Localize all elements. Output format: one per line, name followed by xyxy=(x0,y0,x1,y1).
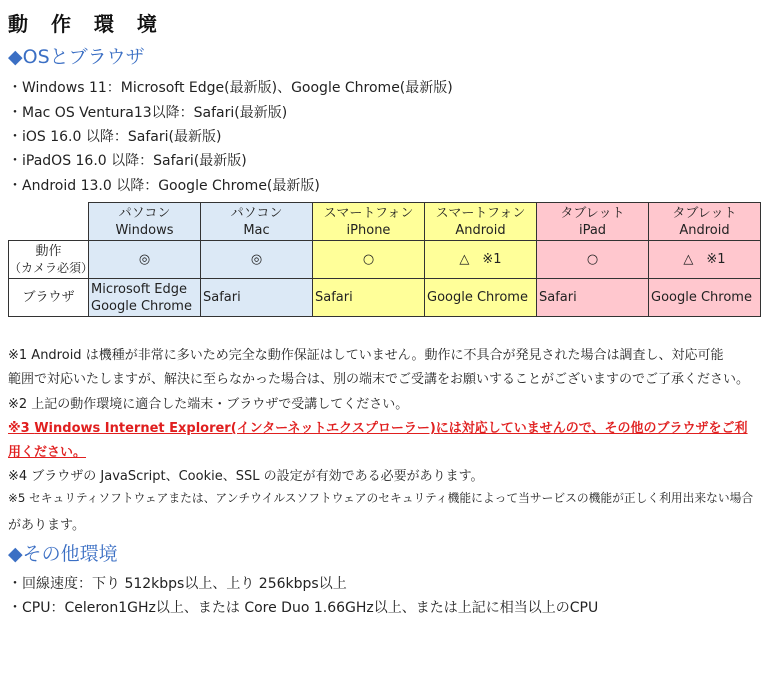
table-corner-cell xyxy=(9,203,89,241)
table-row-operation xyxy=(9,241,761,279)
operation-ipad: ○ xyxy=(537,241,649,279)
other-environment-heading: ◆その他環境 xyxy=(8,543,118,565)
browser-ipad: Safari xyxy=(537,279,649,317)
note-3-line-2: 用ください。 xyxy=(8,445,87,460)
header-android-phone: スマートフォン Android xyxy=(425,203,537,241)
os-item-ios: ・iOS 16.0 以降：Safari(最新版) xyxy=(8,129,222,145)
note-2: ※2 上記の動作環境に適合した端末・ブラウザで受講してください。 xyxy=(8,397,409,412)
note-3-line-1 xyxy=(8,417,748,436)
header-mac: パソコン Mac xyxy=(201,203,313,241)
note-5-line-1: ※5 セキュリティソフトウェアまたは、アンチウイルスソフトウェアのセキュリティ機能によって当サービスの機能が正しく利用出来ない場合 xyxy=(8,491,754,505)
operation-iphone: ○ xyxy=(313,241,425,279)
note-1-line-1: ※1 Android は機種が非常に多いため完全な動作保証はしていません。動作に不具合が発見された場合は調査し、対応可能 xyxy=(8,348,724,363)
row-label-operation: 動作 （カメラ必須） xyxy=(9,241,89,279)
note-3-warning: Windows Internet Explorer(インターネットエクスプローラー)には対応していませんので、その他のブラウザをご利 xyxy=(34,421,748,436)
os-browser-heading: ◆OSとブラウザ xyxy=(8,46,145,68)
note-5-line-2: があります。 xyxy=(8,518,85,533)
browser-android-phone: Google Chrome xyxy=(425,279,537,317)
other-item-bandwidth: ・回線速度：下り 512kbps以上、上り 256kbps以上 xyxy=(8,576,347,592)
operation-android-tablet: △ ※1 xyxy=(649,241,761,279)
environment-table xyxy=(8,202,761,317)
operation-android-phone: △ ※1 xyxy=(425,241,537,279)
header-windows: パソコン Windows xyxy=(89,203,201,241)
header-ipad: タブレット iPad xyxy=(537,203,649,241)
note-4: ※4 ブラウザの JavaScript、Cookie、SSL の設定が有効である必要があります。 xyxy=(8,469,484,484)
operation-windows: ◎ xyxy=(89,241,201,279)
os-item-android: ・Android 13.0 以降：Google Chrome(最新版) xyxy=(8,178,320,194)
browser-iphone: Safari xyxy=(313,279,425,317)
operation-mac: ◎ xyxy=(201,241,313,279)
table-row-browser xyxy=(9,279,761,317)
other-item-cpu: ・CPU：Celeron1GHz以上、または Core Duo 1.66GHz以上、または上記に相当以上のCPU xyxy=(8,600,599,616)
os-item-mac: ・Mac OS Ventura13以降：Safari(最新版) xyxy=(8,105,288,121)
browser-mac: Safari xyxy=(201,279,313,317)
page-title: 動 作 環 境 xyxy=(8,12,165,36)
browser-windows: Microsoft Edge Google Chrome xyxy=(89,279,201,317)
row-label-browser: ブラウザ xyxy=(9,279,89,317)
note-3-prefix: ※3 xyxy=(8,421,35,436)
browser-android-tablet: Google Chrome xyxy=(649,279,761,317)
os-item-windows: ・Windows 11：Microsoft Edge(最新版)、Google Chrome(最新版) xyxy=(8,80,453,96)
header-iphone: スマートフォン iPhone xyxy=(313,203,425,241)
note-1-line-2: 範囲で対応いたしますが、解決に至らなかった場合は、別の端末でご受講をお願いすることがございますのでご了承ください。 xyxy=(8,372,750,387)
header-android-tablet: タブレット Android xyxy=(649,203,761,241)
table-header-row xyxy=(9,203,761,241)
os-item-ipados: ・iPadOS 16.0 以降：Safari(最新版) xyxy=(8,153,247,169)
